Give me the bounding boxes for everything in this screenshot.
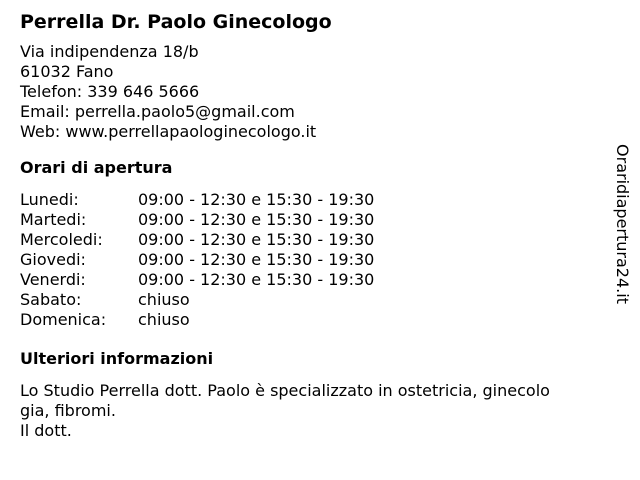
business-card (20, 10, 610, 441)
watermark-text: Oraridiapertura24.it (613, 144, 633, 304)
hours-day: Sabato: (20, 290, 82, 309)
info-line: gia, fibromi. (20, 401, 116, 420)
hours-row (20, 250, 610, 270)
business-name: Perrella Dr. Paolo Ginecologo (20, 11, 332, 33)
additional-info-text (20, 381, 610, 441)
additional-info-heading: Ulteriori informazioni (20, 349, 214, 368)
info-line: Lo Studio Perrella dott. Paolo è specializzato in ostetricia, ginecolo (20, 381, 550, 400)
hours-day: Giovedi: (20, 250, 86, 269)
hours-time: chiuso (138, 290, 190, 309)
hours-row (20, 210, 610, 230)
hours-time: 09:00 - 12:30 e 15:30 - 19:30 (138, 270, 375, 289)
hours-time: chiuso (138, 310, 190, 329)
site-watermark (612, 134, 632, 314)
opening-hours-table (20, 190, 610, 330)
phone-number: Telefon: 339 646 5666 (20, 82, 200, 101)
hours-time: 09:00 - 12:30 e 15:30 - 19:30 (138, 210, 375, 229)
hours-day: Domenica: (20, 310, 107, 329)
hours-row (20, 270, 610, 290)
hours-time: 09:00 - 12:30 e 15:30 - 19:30 (138, 250, 375, 269)
opening-hours-heading: Orari di apertura (20, 158, 173, 177)
website-address: Web: www.perrellapaologinecologo.it (20, 122, 317, 141)
address-city: 61032 Fano (20, 62, 114, 81)
contact-block (20, 42, 610, 142)
hours-day: Lunedi: (20, 190, 79, 209)
hours-day: Mercoledi: (20, 230, 103, 249)
hours-row (20, 230, 610, 250)
hours-day: Martedi: (20, 210, 87, 229)
hours-row (20, 290, 610, 310)
hours-time: 09:00 - 12:30 e 15:30 - 19:30 (138, 230, 375, 249)
email-address: Email: perrella.paolo5@gmail.com (20, 102, 295, 121)
address-street: Via indipendenza 18/b (20, 42, 199, 61)
hours-day: Venerdi: (20, 270, 86, 289)
hours-row (20, 190, 610, 210)
info-line: Il dott. (20, 421, 72, 440)
hours-time: 09:00 - 12:30 e 15:30 - 19:30 (138, 190, 375, 209)
hours-row (20, 310, 610, 330)
